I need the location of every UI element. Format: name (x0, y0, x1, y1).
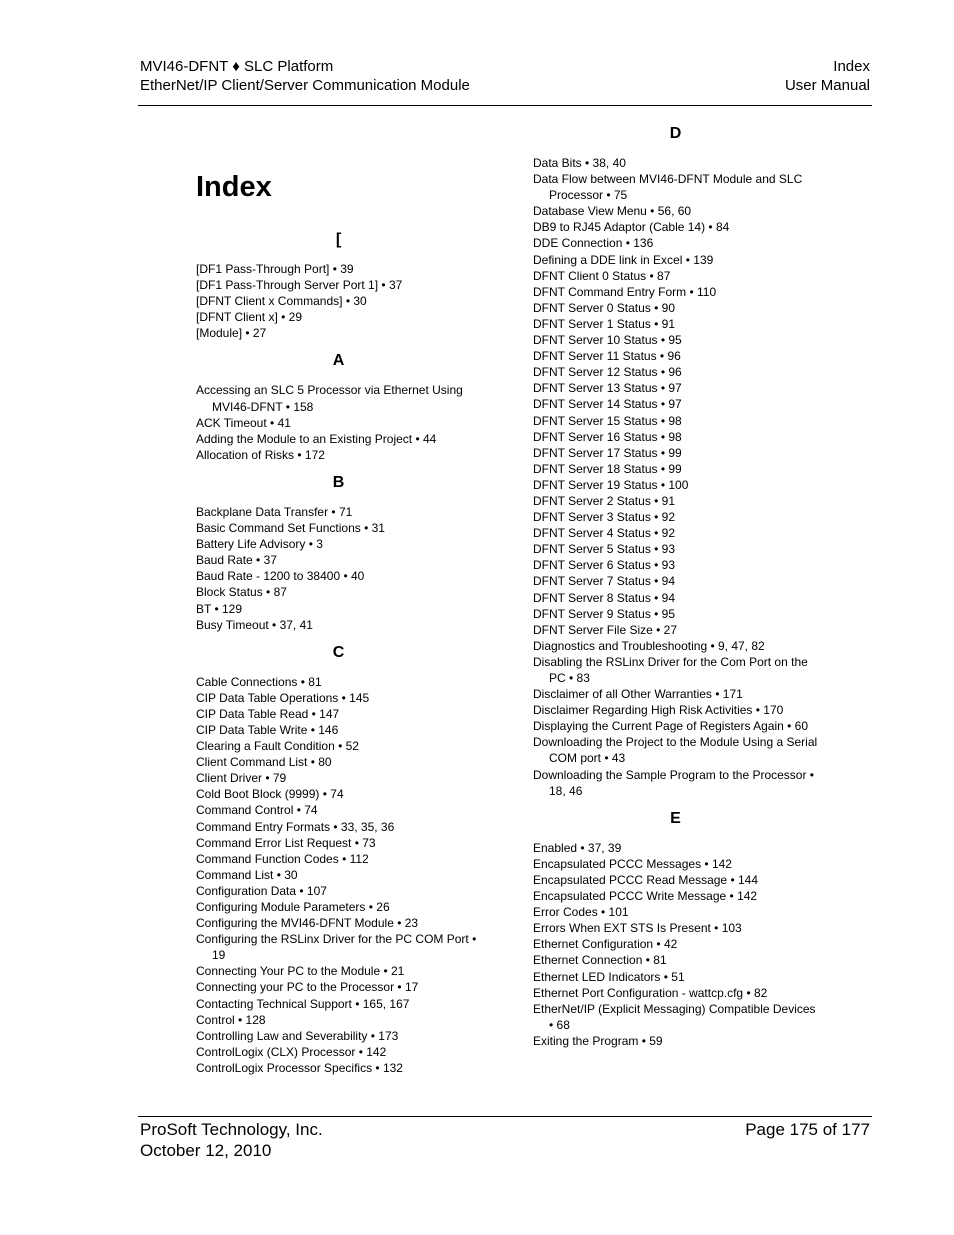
index-entry: Disclaimer of all Other Warranties • 171 (533, 687, 743, 702)
index-entry: [Module] • 27 (196, 326, 267, 341)
index-entry: Block Status • 87 (196, 585, 287, 600)
index-entry: BT • 129 (196, 601, 243, 616)
index-entry: Disclaimer Regarding High Risk Activities • 170 (533, 703, 784, 718)
index-entry: Ethernet Port Configuration - wattcp.cfg • 82 (533, 985, 768, 1000)
index-entry: Basic Command Set Functions • 31 (196, 521, 385, 536)
index-entry: DFNT Server File Size • 27 (533, 622, 678, 637)
index-entry: Command Function Codes • 112 (196, 851, 369, 866)
index-entry: Disabling the RSLinx Driver for the Com Port on the PC • 83 (533, 654, 808, 685)
index-entry: DFNT Server 1 Status • 91 (533, 316, 676, 331)
index-entry: Contacting Technical Support • 165, 167 (196, 996, 410, 1011)
index-entry: Command Control • 74 (196, 803, 318, 818)
index-entry: Backplane Data Transfer • 71 (196, 504, 353, 519)
company-name: ProSoft Technology, Inc. (140, 1120, 323, 1139)
index-entry: Battery Life Advisory • 3 (196, 537, 323, 552)
index-entry: Allocation of Risks • 172 (196, 447, 325, 462)
index-entry: Command Entry Formats • 33, 35, 36 (196, 819, 395, 834)
index-entry: Database View Menu • 56, 60 (533, 204, 692, 219)
index-entry: Data Bits • 38, 40 (533, 156, 626, 170)
index-entry: Controlling Law and Severability • 173 (196, 1028, 399, 1043)
index-entry: DFNT Command Entry Form • 110 (533, 284, 717, 299)
index-entry: Adding the Module to an Existing Project • 44 (196, 431, 437, 446)
index-entry: DFNT Server 18 Status • 99 (533, 461, 682, 476)
index-entry: DB9 to RJ45 Adaptor (Cable 14) • 84 (533, 220, 730, 235)
index-entry: Configuring Module Parameters • 26 (196, 900, 390, 914)
index-entry: DFNT Server 14 Status • 97 (533, 397, 682, 412)
index-entry: DFNT Server 9 Status • 95 (533, 606, 676, 621)
index-entry: DFNT Client 0 Status • 87 (533, 268, 671, 283)
index-letter-heading: C (332, 643, 345, 661)
index-entry: Encapsulated PCCC Messages • 142 (533, 856, 732, 871)
index-entry: [DF1 Pass-Through Port] • 39 (196, 262, 354, 276)
index-entry: Client Driver • 79 (196, 771, 287, 786)
product-description: EtherNet/IP Client/Server Communication Module (140, 77, 470, 94)
publication-date: October 12, 2010 (140, 1141, 272, 1160)
running-header-left (140, 57, 470, 95)
index-entry: Configuring the MVI46-DFNT Module • 23 (196, 916, 419, 931)
index-entry: DFNT Server 6 Status • 93 (533, 558, 676, 573)
index-entry: ControlLogix (CLX) Processor • 142 (196, 1044, 387, 1059)
index-entry: Command List • 30 (196, 867, 298, 882)
index-entry: DFNT Server 10 Status • 95 (533, 333, 682, 348)
index-column-left (196, 230, 481, 1086)
index-entry: Connecting your PC to the Processor • 17 (196, 980, 419, 995)
index-entry: Baud Rate • 37 (196, 553, 277, 568)
index-entry: DFNT Server 11 Status • 96 (533, 349, 681, 364)
index-entry: Exiting the Program • 59 (533, 1033, 663, 1048)
index-entry: Configuration Data • 107 (196, 883, 327, 898)
index-entry: Configuring the RSLinx Driver for the PC COM Port • 19 (196, 932, 477, 963)
index-letter-heading: B (332, 473, 345, 491)
page-title: Index (196, 171, 272, 203)
index-entry: Baud Rate - 1200 to 38400 • 40 (196, 569, 365, 584)
footer-left (140, 1119, 323, 1161)
index-entry: DFNT Server 5 Status • 93 (533, 542, 676, 557)
index-entry: Command Error List Request • 73 (196, 835, 376, 850)
index-column-right (533, 124, 818, 1059)
index-entry: Ethernet Connection • 81 (533, 953, 667, 968)
index-entry: Control • 128 (196, 1012, 266, 1027)
index-entry: Encapsulated PCCC Write Message • 142 (533, 889, 758, 904)
index-entry: Defining a DDE link in Excel • 139 (533, 252, 714, 267)
document-type: User Manual (784, 77, 870, 94)
index-entry: DFNT Server 8 Status • 94 (533, 590, 676, 605)
index-entry: Data Flow between MVI46-DFNT Module and SLC Processor • 75 (533, 172, 803, 203)
index-entry: Ethernet Configuration • 42 (533, 937, 678, 952)
index-entry: Encapsulated PCCC Read Message • 144 (533, 872, 758, 887)
index-entry: Error Codes • 101 (533, 905, 629, 920)
index-entry: Client Command List • 80 (196, 755, 332, 770)
index-entry: DFNT Server 16 Status • 98 (533, 429, 682, 444)
index-entry: DFNT Server 12 Status • 96 (533, 365, 682, 380)
index-group (196, 351, 481, 462)
index-entry: Downloading the Sample Program to the Processor • 18, 46 (533, 767, 815, 798)
index-entry: Clearing a Fault Condition • 52 (196, 739, 359, 754)
index-entry: Errors When EXT STS Is Present • 103 (533, 921, 742, 936)
index-entry: Enabled • 37, 39 (533, 840, 622, 855)
index-entry: Downloading the Project to the Module Using a Serial COM port • 43 (533, 735, 818, 766)
index-group (196, 230, 481, 341)
index-group (533, 809, 818, 1049)
footer-divider (138, 1116, 872, 1117)
index-entry: Busy Timeout • 37, 41 (196, 617, 313, 632)
index-entry: CIP Data Table Write • 146 (196, 722, 339, 737)
index-entry: DFNT Server 17 Status • 99 (533, 445, 682, 460)
index-letter-heading: D (669, 125, 682, 142)
index-entry: DFNT Server 4 Status • 92 (533, 526, 676, 541)
index-entry: DFNT Server 15 Status • 98 (533, 413, 682, 428)
index-entry: [DFNT Client x] • 29 (196, 310, 303, 325)
index-entry: DFNT Server 13 Status • 97 (533, 381, 682, 396)
index-entry: Cold Boot Block (9999) • 74 (196, 787, 344, 802)
index-letter-heading: A (332, 352, 345, 370)
index-entry: DFNT Server 0 Status • 90 (533, 300, 676, 315)
page-number: Page 175 of 177 (745, 1120, 870, 1139)
running-header-right (785, 57, 870, 95)
index-entry: DFNT Server 19 Status • 100 (533, 477, 689, 492)
index-entry: Diagnostics and Troubleshooting • 9, 47, 82 (533, 638, 765, 653)
index-entry: [DF1 Pass-Through Server Port 1] • 37 (196, 278, 403, 293)
index-entry: Displaying the Current Page of Registers Again • 60 (533, 719, 809, 734)
index-entry: Cable Connections • 81 (196, 674, 322, 689)
index-letter-heading: E (670, 809, 681, 827)
index-entry: Connecting Your PC to the Module • 21 (196, 964, 405, 979)
section-name: Index (833, 58, 870, 75)
index-entry: [DFNT Client x Commands] • 30 (196, 294, 367, 309)
index-entry: ACK Timeout • 41 (196, 415, 291, 430)
index-entry: Ethernet LED Indicators • 51 (533, 969, 685, 984)
index-entry: Accessing an SLC 5 Processor via Ethernet Using MVI46-DFNT • 158 (196, 383, 463, 414)
index-entry: ControlLogix Processor Specifics • 132 (196, 1060, 403, 1075)
index-group (196, 473, 481, 633)
index-entry: CIP Data Table Read • 147 (196, 706, 340, 721)
index-entry: DFNT Server 7 Status • 94 (533, 574, 676, 589)
product-line: MVI46-DFNT ♦ SLC Platform (140, 58, 334, 75)
header-divider (138, 105, 872, 106)
index-entry: DDE Connection • 136 (533, 236, 654, 251)
index-entry: DFNT Server 3 Status • 92 (533, 510, 676, 525)
index-entry: EtherNet/IP (Explicit Messaging) Compatible Devices • 68 (533, 1001, 816, 1032)
index-group (196, 643, 481, 1076)
index-letter-heading: [ (335, 231, 342, 248)
index-entry: DFNT Server 2 Status • 91 (533, 493, 676, 508)
index-entry: CIP Data Table Operations • 145 (196, 690, 370, 705)
index-group (533, 124, 818, 799)
